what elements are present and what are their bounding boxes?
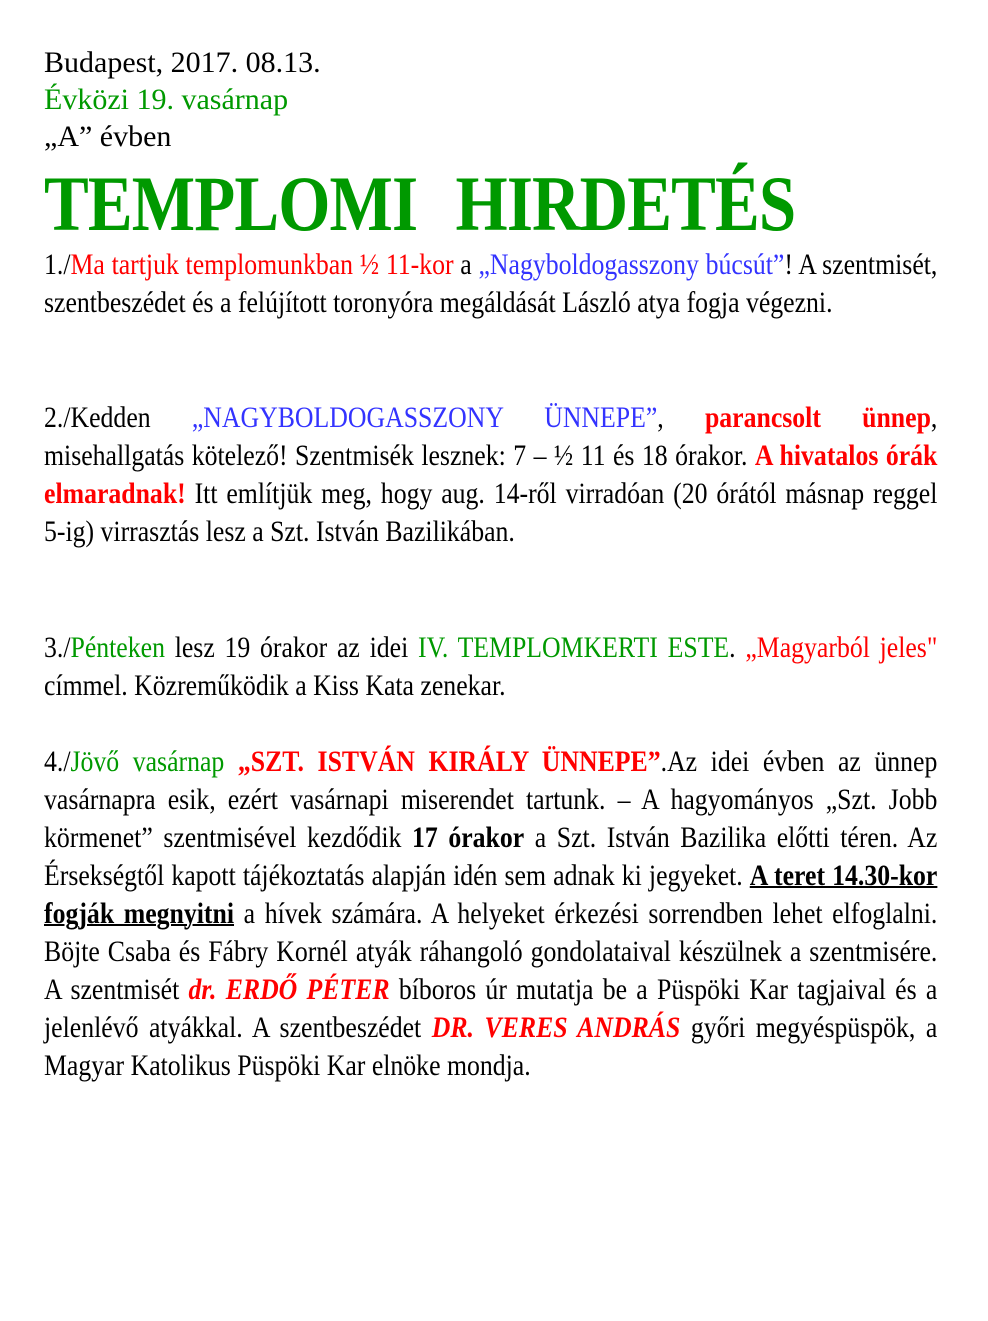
day-name: Jövő vasárnap	[70, 745, 225, 778]
office-hours-note: A hivatalos órák elmaradnak!	[44, 439, 938, 510]
event-title: „Magyarból jeles"	[745, 631, 938, 664]
announcement-1	[44, 246, 937, 322]
procession-time: 17 órakor	[412, 821, 525, 854]
announcement-3	[44, 629, 937, 705]
year-cycle: „A” évben	[44, 120, 172, 153]
announcement-number: 2./	[44, 401, 71, 434]
feast-name: „Nagyboldogasszony búcsút”	[478, 248, 785, 281]
announcement-text: , misehallgatás kötelező! Szentmisék lesznek: 7 – ½ 11 és 18 órakor.	[44, 401, 938, 472]
announcement-text: a hívek számára. A helyeket érkezési sorrendben lehet elfoglalni. Böjte Csaba és Fábry Kornél atyák ráhangoló gondolataival készülnek a szentmisére. A szentmisét	[44, 897, 938, 1006]
announcement-text: .	[729, 631, 746, 664]
announcement-text: győri megyéspüspök, a Magyar Katolikus Püspöki Kar elnöke mondja.	[44, 1011, 938, 1082]
mass-time-text: Ma tartjuk templomunkban ½ 11-kor	[70, 248, 454, 281]
announcement-text: bíboros úr mutatja be a Püspöki Kar tagjaival és a jelenlévő atyákkal. A szentbeszédet	[44, 973, 938, 1044]
announcement-number: 3./	[44, 631, 71, 664]
celebrant-name: dr. ERDŐ PÉTER	[188, 973, 390, 1006]
day-name: Pénteken	[70, 631, 165, 664]
announcement-text: Itt említjük meg, hogy aug. 14-ről virradóan (20 órától másnap reggel 5-ig) virrasztás lesz a Szt. István Bazilikában.	[44, 477, 938, 548]
announcement-text: ! A szentmisét, szentbeszédet és a felújított toronyóra megáldását László atya fogja végezni.	[44, 248, 938, 319]
announcement-number: 1./	[44, 248, 71, 281]
homilist-name: DR. VERES ANDRÁS	[431, 1011, 681, 1044]
date-line: Budapest, 2017. 08.13.	[44, 46, 321, 79]
announcement-text: ,	[657, 401, 705, 434]
announcement-text: címmel. Közreműködik a Kiss Kata zenekar.	[44, 669, 506, 702]
announcement-text: lesz 19 órakor az idei	[164, 631, 418, 664]
announcement-2	[44, 399, 937, 551]
announcement-4	[44, 743, 937, 1085]
event-name: IV. TEMPLOMKERTI ESTE	[417, 631, 730, 664]
liturgical-day: Évközi 19. vasárnap	[44, 83, 289, 116]
feast-name: „SZT. ISTVÁN KIRÁLY ÜNNEPE”	[237, 745, 661, 778]
announcement-text: Kedden	[70, 401, 192, 434]
obligation-note: parancsolt ünnep	[704, 401, 931, 434]
feast-name: „NAGYBOLDOGASSZONY ÜNNEPE”	[191, 401, 658, 434]
announcement-text: a Szt. István Bazilika előtti téren. Az Érsekségtől kapott tájékoztatás alapján idén sem adnak ki jegyeket.	[44, 821, 938, 892]
announcement-number: 4./	[44, 745, 71, 778]
page-title: TEMPLOMI HIRDETÉS	[44, 160, 796, 247]
announcement-text: .Az idei évben az ünnep vasárnapra esik, ezért vasárnapi miserendet tartunk. – A hagyományos „Szt. Jobb körmenet” szentmisével kezdődik	[44, 745, 938, 854]
announcement-text: a	[453, 248, 479, 281]
announcement-text	[224, 745, 238, 778]
square-opening-note: A teret 14.30-kor fogják megnyitni	[44, 859, 938, 930]
